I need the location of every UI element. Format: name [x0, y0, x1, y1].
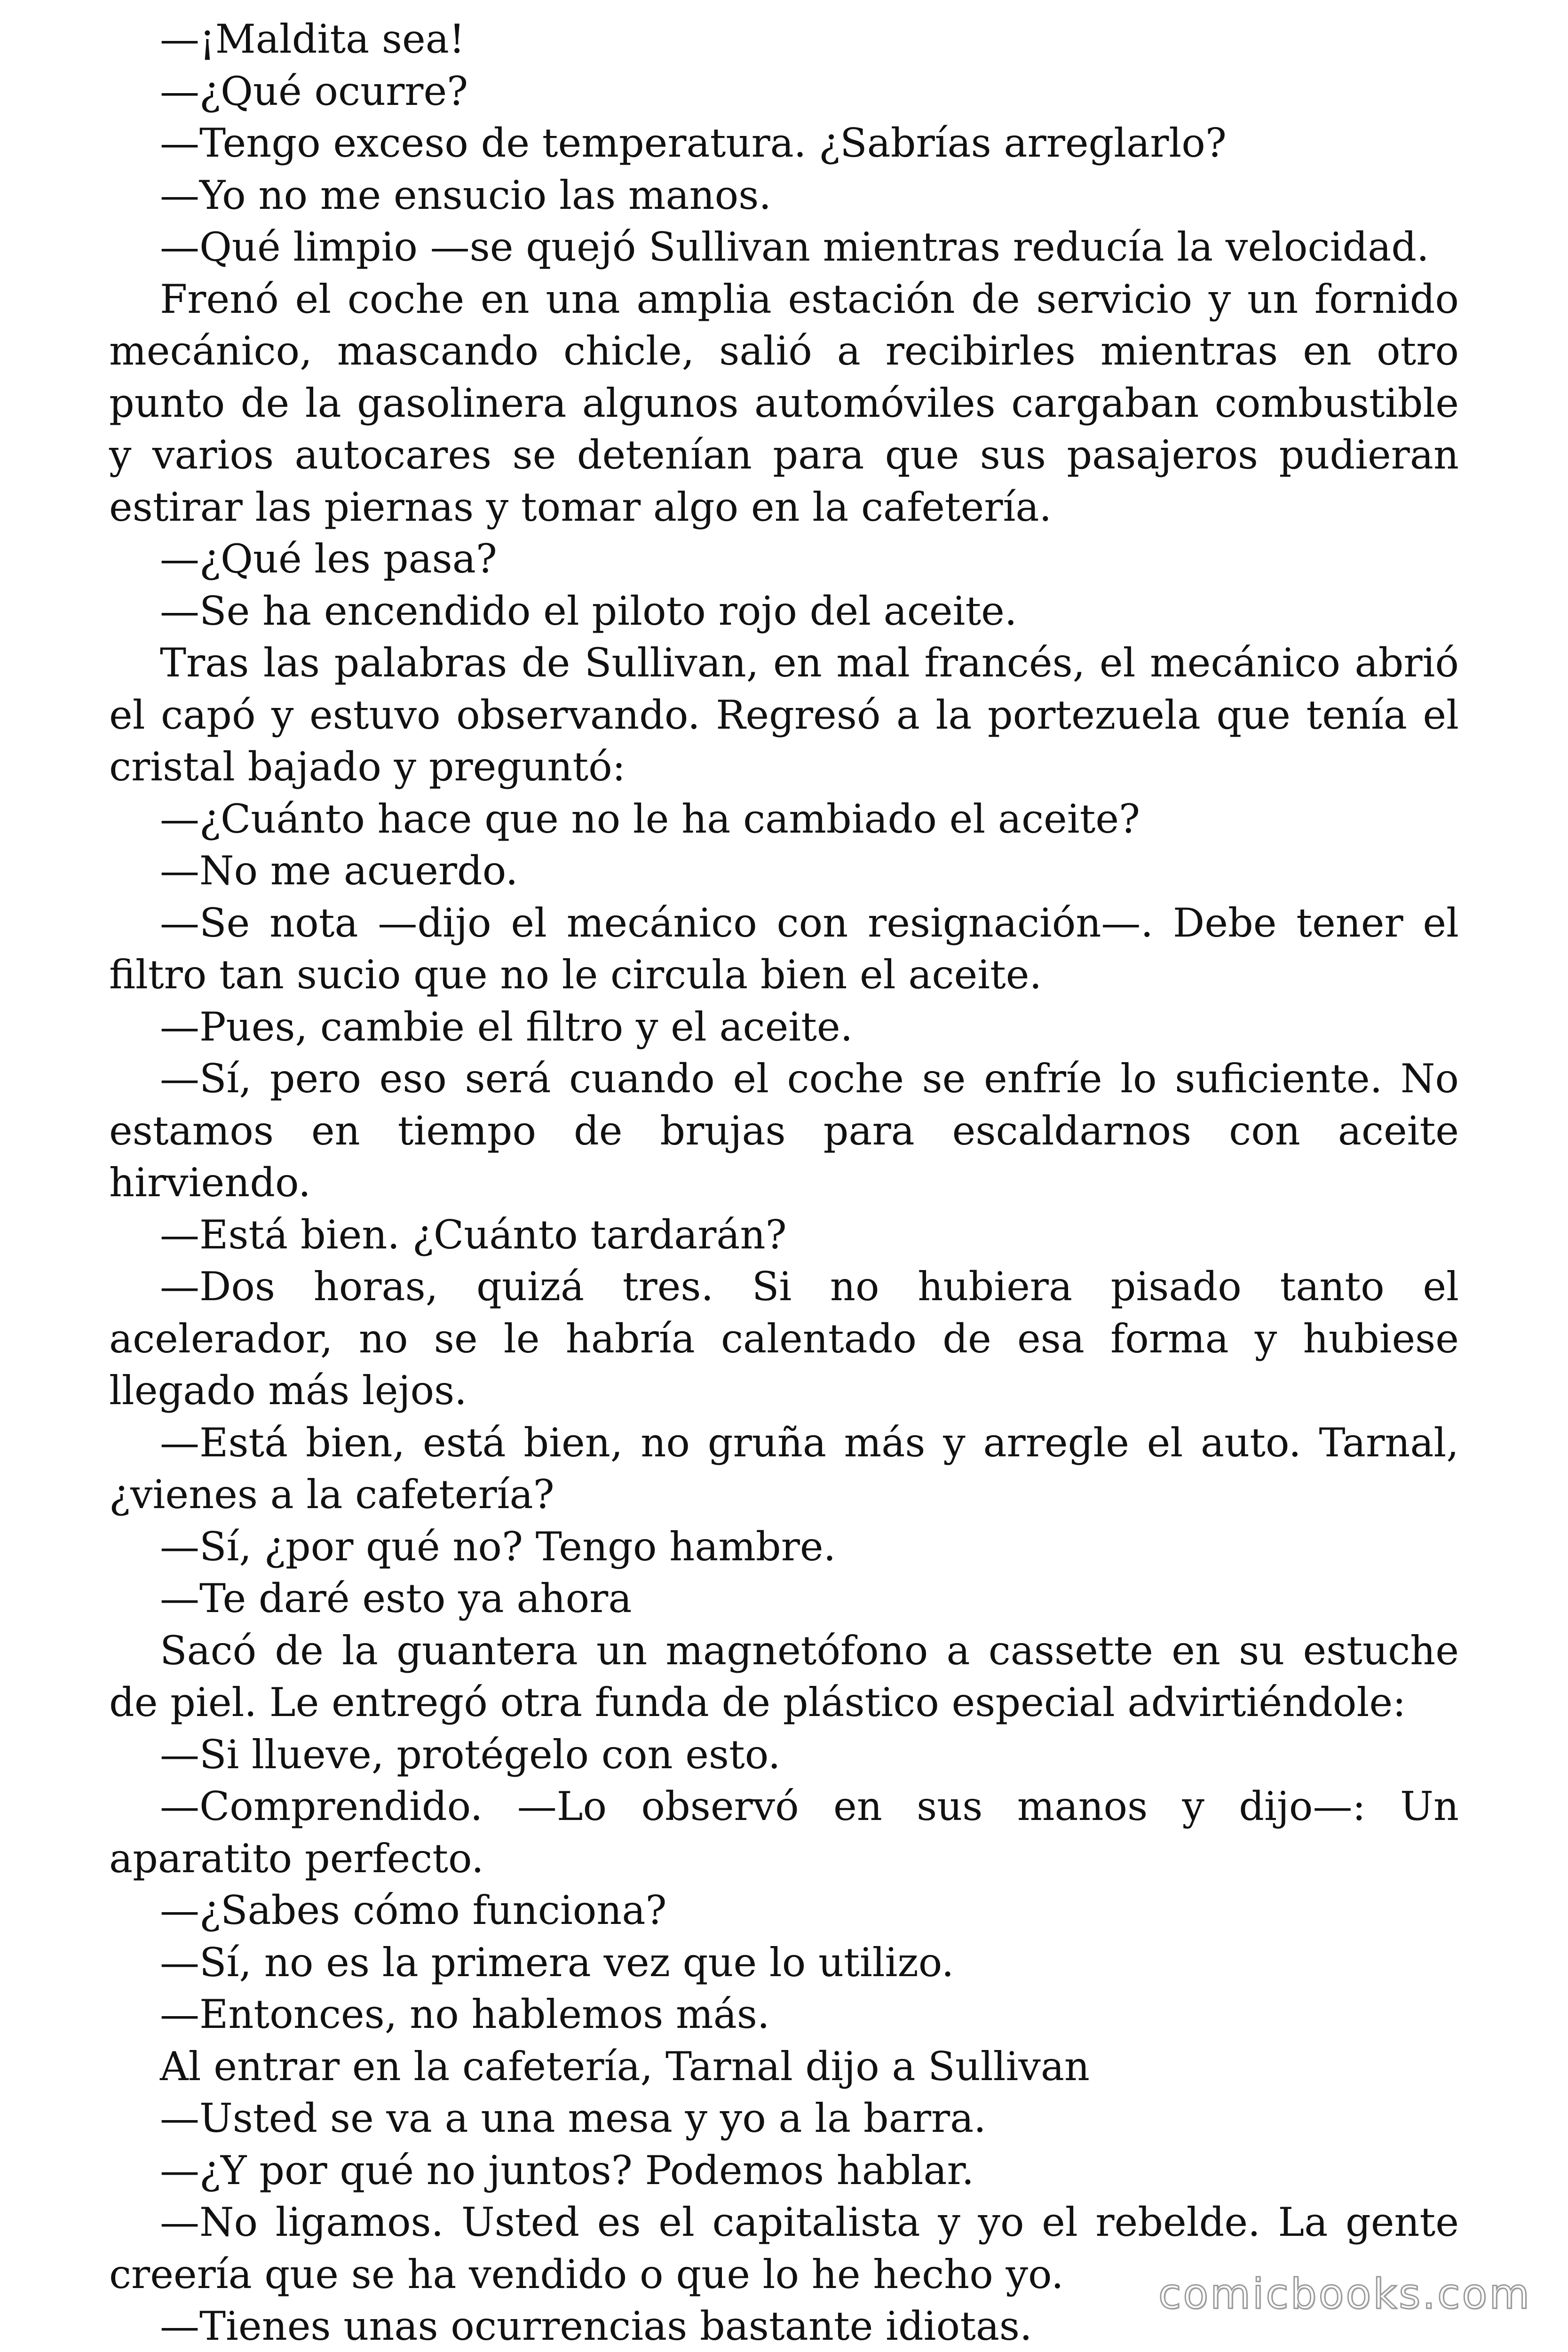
paragraph: —Usted se va a una mesa y yo a la barra. — [160, 2095, 986, 2141]
paragraph: —No me acuerdo. — [160, 848, 518, 894]
paragraph: —Dos horas, quizá tres. Si no hubiera pisado tanto el acelerador, no se le habría calentado de esa forma y hubiese llegado más lejos. — [109, 1263, 1459, 1414]
paragraph: —Yo no me ensucio las manos. — [160, 172, 772, 218]
paragraph: —¿Qué ocurre? — [160, 68, 468, 114]
paragraph: —Tienes unas ocurrencias bastante idiotas. — [160, 2303, 1032, 2349]
paragraph: Sacó de la guantera un magnetófono a cassette en su estuche de piel. Le entregó otra funda de plástico especial advirtiéndole: — [109, 1627, 1459, 1725]
paragraph: —Entonces, no hablemos más. — [160, 1991, 770, 2037]
page-text — [109, 13, 1459, 2352]
paragraph: —No ligamos. Usted es el capitalista y yo el rebelde. La gente creería que se ha vendido o que lo he hecho yo. — [109, 2199, 1459, 2297]
paragraph: —Qué limpio —se quejó Sullivan mientras reducía la velocidad. — [160, 224, 1429, 270]
watermark: comicbooks.com — [1158, 2270, 1531, 2318]
paragraph: —¿Sabes cómo funciona? — [160, 1887, 667, 1933]
paragraph: —Se nota —dijo el mecánico con resignación—. Debe tener el filtro tan sucio que no le circula bien el aceite. — [109, 899, 1459, 998]
paragraph: —Se ha encendido el piloto rojo del aceite. — [160, 588, 1017, 634]
paragraph: Al entrar en la cafetería, Tarnal dijo a Sullivan — [160, 2043, 1090, 2090]
paragraph: —Está bien. ¿Cuánto tardarán? — [160, 1211, 787, 1258]
paragraph: —Comprendido. —Lo observó en sus manos y dijo—: Un aparatito perfecto. — [109, 1783, 1459, 1882]
paragraph: —Sí, pero eso será cuando el coche se enfríe lo suficiente. No estamos en tiempo de brujas para escaldarnos con aceite hirviendo. — [109, 1056, 1459, 1206]
paragraph: Frenó el coche en una amplia estación de servicio y un fornido mecánico, mascando chicle, salió a recibirles mientras en otro punto de la gasolinera algunos automóviles cargaban combustible y varios autocares se detenían para que sus pasajeros pudieran estirar las piernas y tomar algo en la cafetería. — [109, 276, 1459, 530]
paragraph: —Sí, ¿por qué no? Tengo hambre. — [160, 1523, 836, 1570]
paragraph: —¿Y por qué no juntos? Podemos hablar. — [160, 2147, 974, 2193]
paragraph: Tras las palabras de Sullivan, en mal francés, el mecánico abrió el capó y estuvo observando. Regresó a la portezuela que tenía el cristal bajado y preguntó: — [109, 640, 1459, 790]
paragraph: —Está bien, está bien, no gruña más y arregle el auto. Tarnal, ¿vienes a la cafetería? — [109, 1419, 1459, 1518]
paragraph: —¿Qué les pasa? — [160, 536, 497, 582]
paragraph: —Tengo exceso de temperatura. ¿Sabrías arreglarlo? — [160, 120, 1227, 166]
paragraph: —¿Cuánto hace que no le ha cambiado el aceite? — [160, 795, 1140, 842]
paragraph: —Si llueve, protégelo con esto. — [160, 1731, 781, 1778]
paragraph: —Te daré esto ya ahora — [160, 1575, 632, 1621]
paragraph: —¡Maldita sea! — [160, 16, 465, 62]
paragraph: —Pues, cambie el filtro y el aceite. — [160, 1003, 853, 1050]
paragraph: —Sí, no es la primera vez que lo utilizo. — [160, 1939, 954, 1986]
